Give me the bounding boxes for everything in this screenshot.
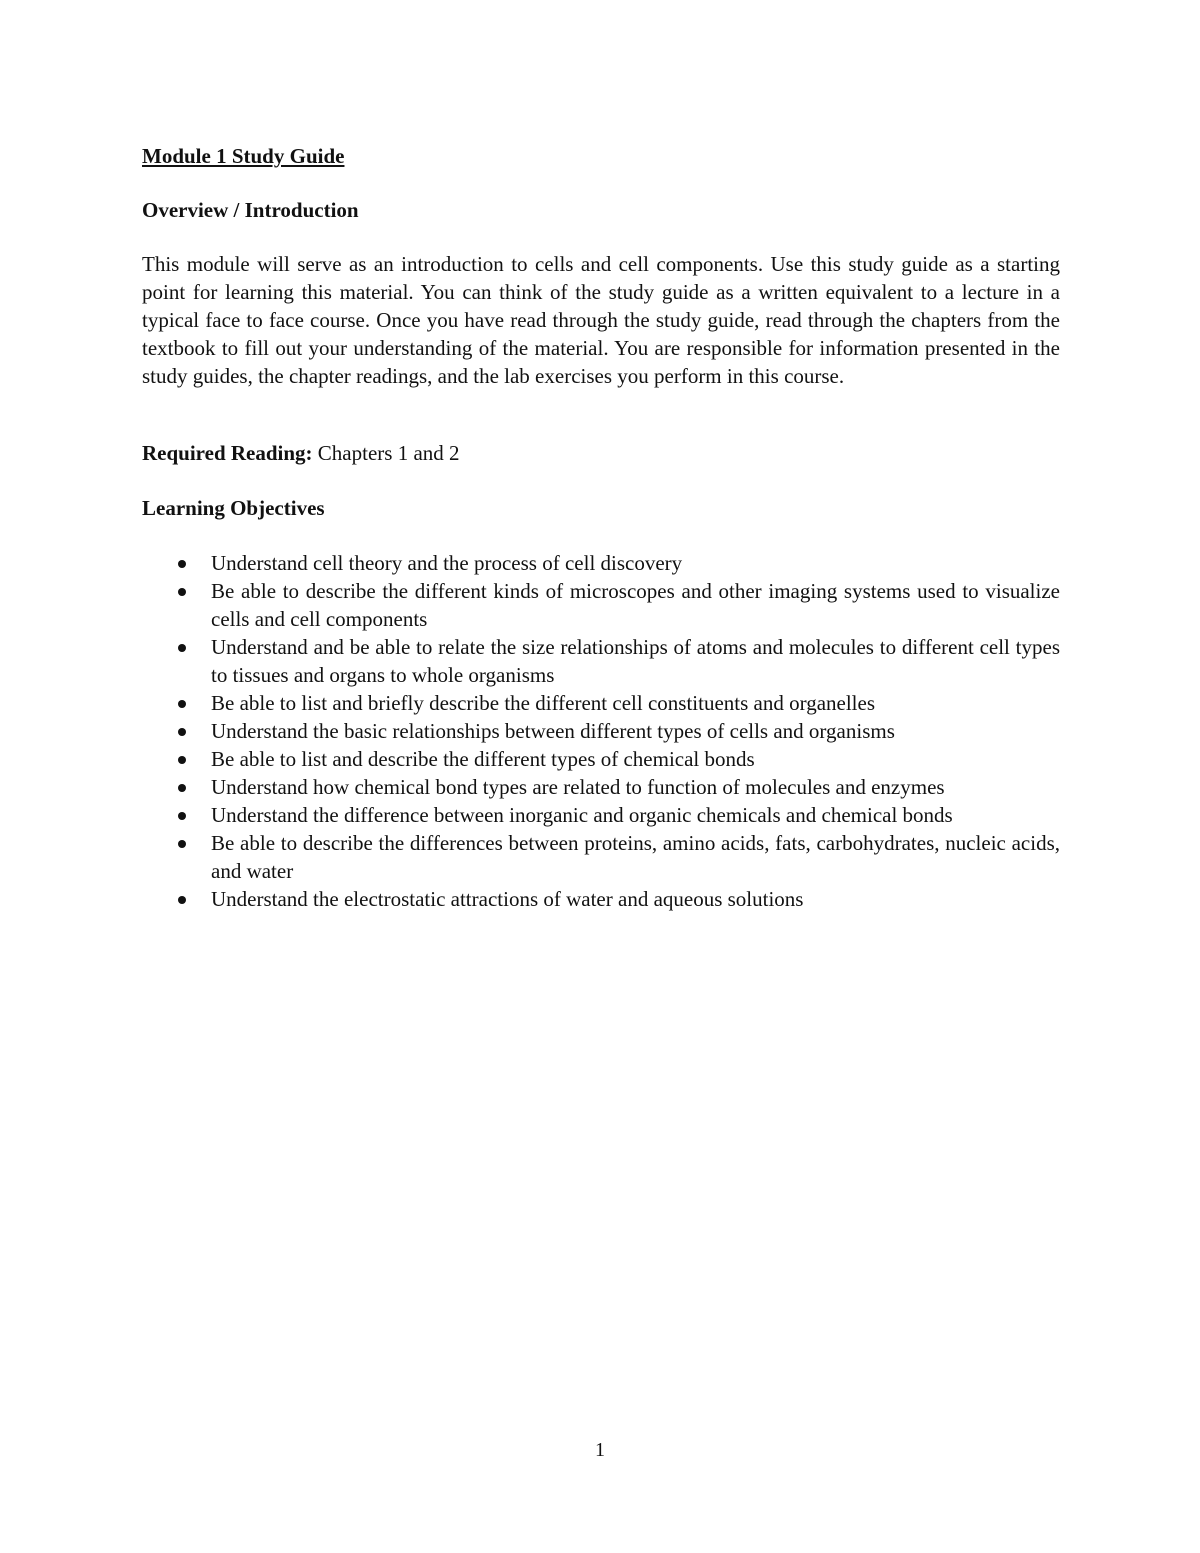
objective-item — [142, 801, 1060, 829]
objective-text: Understand the electrostatic attractions of water and aqueous solutions — [211, 887, 804, 911]
bullet-icon — [178, 756, 186, 764]
required-reading-value: Chapters 1 and 2 — [312, 441, 460, 465]
objective-item — [142, 717, 1060, 745]
objective-text: Understand cell theory and the process of cell discovery — [211, 551, 683, 575]
bullet-icon — [178, 728, 186, 736]
learning-objectives-list — [142, 549, 1060, 913]
intro-paragraph: This module will serve as an introduction to cells and cell components. Use this study guide as a starting point for learning this material. You can think of the study guide as a written equivalent to a lecture in a typical face to face course. Once you have read through the study guide, read through the chapters from the textbook to fill out your understanding of the material. You are responsible for information presented in the study guides, the chapter readings, and the lab exercises you perform in this course. — [142, 252, 1060, 388]
objective-text: Be able to list and briefly describe the different cell constituents and organelles — [211, 691, 876, 715]
objective-item — [142, 829, 1060, 885]
bullet-icon — [178, 840, 186, 848]
overview-heading: Overview / Introduction — [142, 198, 359, 222]
objective-item — [142, 773, 1060, 801]
objective-item — [142, 633, 1060, 689]
bullet-icon — [178, 560, 186, 568]
objective-text: Understand how chemical bond types are related to function of molecules and enzymes — [211, 775, 945, 799]
objective-item — [142, 549, 1060, 577]
objective-item — [142, 885, 1060, 913]
required-reading-label: Required Reading: — [142, 441, 313, 465]
objective-item — [142, 689, 1060, 717]
document-title: Module 1 Study Guide — [142, 144, 345, 168]
bullet-icon — [178, 784, 186, 792]
objective-item — [142, 577, 1060, 633]
required-reading — [142, 439, 460, 467]
bullet-icon — [178, 588, 186, 596]
objective-text: Understand and be able to relate the size relationships of atoms and molecules to different cell types to tissues and organs to whole organisms — [211, 635, 1060, 687]
objective-text: Understand the basic relationships between different types of cells and organisms — [211, 719, 895, 743]
objective-text: Be able to describe the different kinds of microscopes and other imaging systems used to visualize cells and cell components — [211, 579, 1060, 631]
page-number: 1 — [595, 1439, 605, 1461]
bullet-icon — [178, 812, 186, 820]
objective-text: Be able to describe the differences between proteins, amino acids, fats, carbohydrates, nucleic acids, and water — [211, 831, 1060, 883]
objective-text: Be able to list and describe the different types of chemical bonds — [211, 747, 755, 771]
objective-item — [142, 745, 1060, 773]
bullet-icon — [178, 644, 186, 652]
learning-objectives-heading: Learning Objectives — [142, 496, 325, 520]
bullet-icon — [178, 700, 186, 708]
bullet-icon — [178, 896, 186, 904]
objective-text: Understand the difference between inorganic and organic chemicals and chemical bonds — [211, 803, 953, 827]
